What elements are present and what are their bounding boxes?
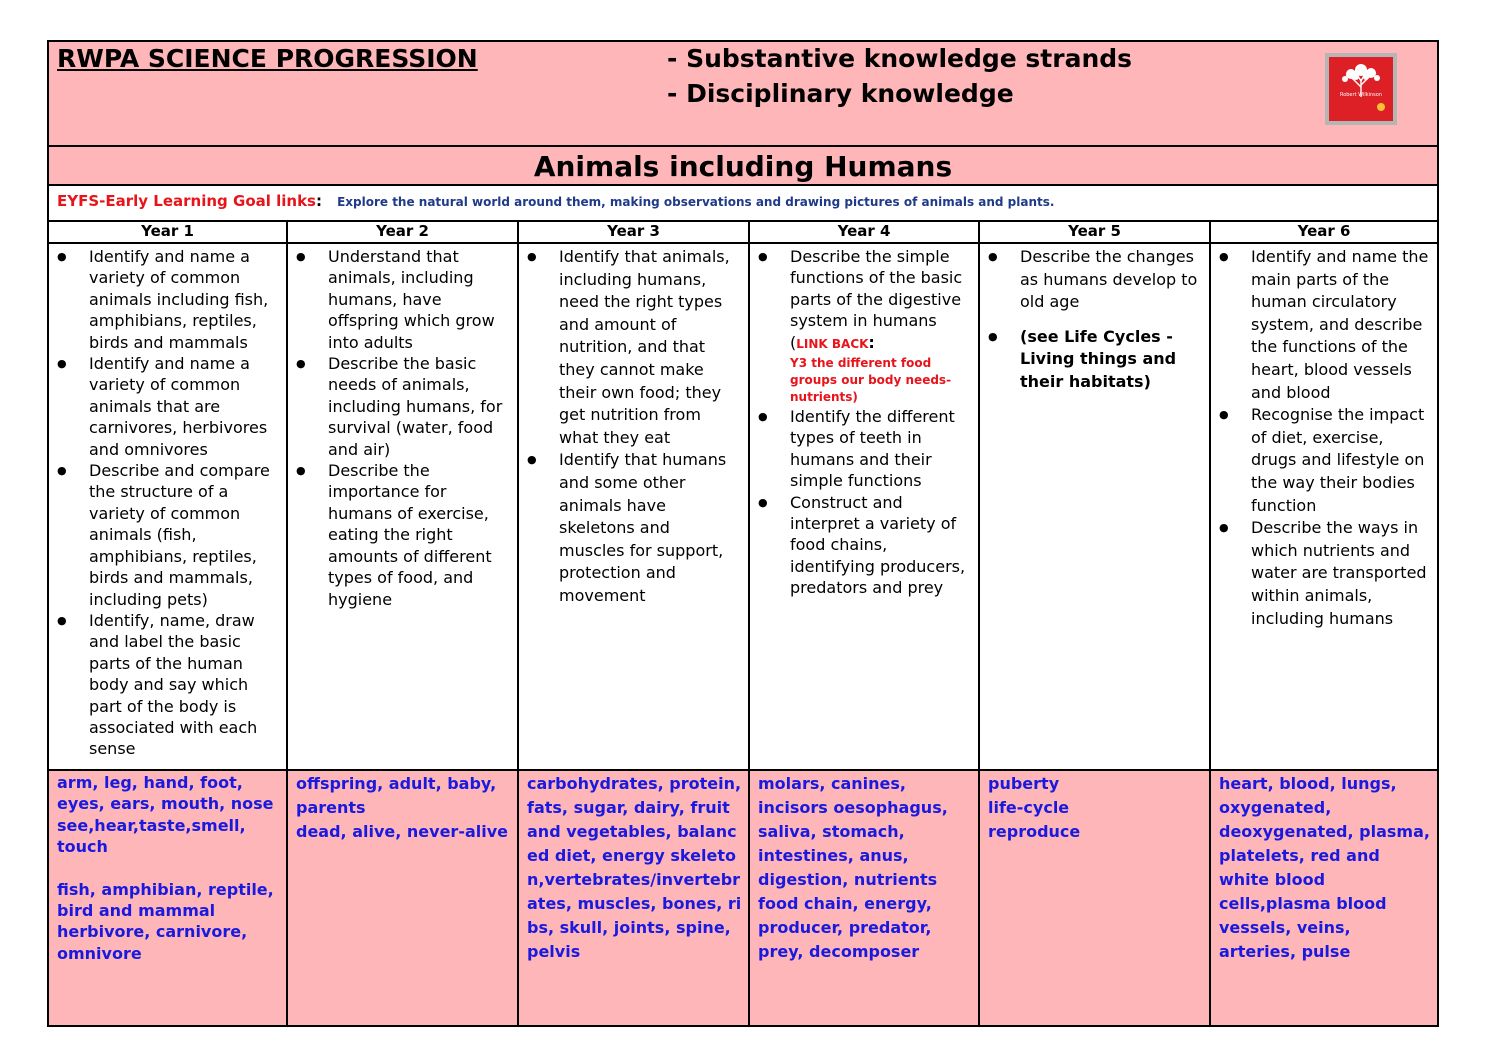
objective-item: ● Describe the ways in which nutrients and water are transported within animals, including humans bbox=[1219, 517, 1431, 630]
year-3-header: Year 3 bbox=[518, 222, 749, 243]
vocab-item: puberty bbox=[988, 774, 1060, 793]
page-title: RWPA SCIENCE PROGRESSION bbox=[57, 44, 478, 73]
objective-item: ● Identify and name a variety of common animals that are carnivores, herbivores and omnivores bbox=[57, 353, 280, 460]
year-1-objectives bbox=[49, 243, 287, 770]
link-back-label: LINK BACK bbox=[796, 336, 869, 351]
link-back-note: Y3 the different food groups our body needs-nutrients) bbox=[790, 356, 952, 405]
objective-item: ● Describe the changes as humans develop to old age bbox=[988, 246, 1203, 314]
objective-item: ● Recognise the impact of diet, exercise, drugs and lifestyle on the way their bodies function bbox=[1219, 404, 1431, 517]
topic-title: Animals including Humans bbox=[49, 147, 1437, 186]
vocab-item: life-cycle bbox=[988, 798, 1070, 817]
vocab-group: offspring, adult, baby, parents bbox=[296, 774, 497, 817]
year-2-objectives bbox=[287, 243, 518, 770]
year-1-vocabulary bbox=[49, 770, 287, 1025]
year-5-header: Year 5 bbox=[979, 222, 1210, 243]
vocab-group: molars, canines, incisors oesophagus, saliva, stomach, intestines, anus, digestion, nutrients bbox=[758, 774, 948, 889]
year-1-header: Year 1 bbox=[49, 222, 287, 243]
year-2-vocabulary bbox=[287, 770, 518, 1025]
objective-item: ● Identify that animals, including humans, need the right types and amount of nutrition, and that they cannot make their own food; they get nutrition from what they eat bbox=[527, 246, 734, 449]
objective-item: ● Identify, name, draw and label the basic parts of the human body and say which part of the body is associated with each sense bbox=[57, 610, 280, 760]
year-4-objectives bbox=[749, 243, 979, 770]
vocabulary-row bbox=[49, 770, 1437, 1025]
year-6-header: Year 6 bbox=[1210, 222, 1437, 243]
objective-item: ● Describe the basic needs of animals, including humans, for survival (water, food and air) bbox=[296, 353, 511, 460]
year-2-header: Year 2 bbox=[287, 222, 518, 243]
eyfs-label: EYFS-Early Learning Goal links bbox=[57, 192, 316, 210]
objective-item: ● Construct and interpret a variety of food chains, identifying producers, predators and prey bbox=[758, 492, 972, 599]
strand-substantive: - Substantive knowledge strands bbox=[667, 44, 1133, 73]
objective-item: ● Describe and compare the structure of a variety of common animals (fish, amphibians, reptiles, birds and mammals, including pets) bbox=[57, 460, 280, 610]
eyfs-links: EYFS-Early Learning Goal links: Explore the natural world around them, making observations and drawing pictures of animals and plants. bbox=[49, 186, 1437, 222]
vocab-group: heart, blood, lungs, oxygenated, deoxygenated, plasma, platelets, red and white blood cells,plasma blood vessels, veins, arteries, pulse bbox=[1219, 774, 1430, 961]
vocab-group: dead, alive, never-alive bbox=[296, 822, 508, 841]
strand-disciplinary: - Disciplinary knowledge bbox=[667, 79, 1014, 108]
year-4-vocabulary bbox=[749, 770, 979, 1025]
year-3-objectives bbox=[518, 243, 749, 770]
objective-item: ● Describe the simple functions of the basic parts of the digestive system in humans (LINK BACK: Y3 the different food groups our body needs-nutrients) bbox=[758, 246, 972, 406]
objectives-row bbox=[49, 243, 1437, 770]
year-6-vocabulary bbox=[1210, 770, 1437, 1025]
vocab-group: arm, leg, hand, foot, eyes, ears, mouth, nose see,hear,taste,smell, touch bbox=[57, 773, 274, 857]
objective-item: ● Understand that animals, including humans, have offspring which grow into adults bbox=[296, 246, 511, 353]
tree-icon: Robert Wilkinson bbox=[1329, 57, 1393, 121]
year-4-header: Year 4 bbox=[749, 222, 979, 243]
vocab-group: food chain, energy, producer, predator, prey, decomposer bbox=[758, 894, 932, 961]
eyfs-text: Explore the natural world around them, making observations and drawing pictures of animals and plants. bbox=[337, 195, 1055, 209]
objective-item: ● Describe the importance for humans of exercise, eating the right amounts of different types of food, and hygiene bbox=[296, 460, 511, 610]
progression-sheet bbox=[47, 40, 1439, 1027]
objective-item: ● Identify that humans and some other animals have skeletons and muscles for support, protection and movement bbox=[527, 449, 734, 607]
progression-table bbox=[49, 222, 1437, 1025]
objective-item: ● Identify and name a variety of common animals including fish, amphibians, reptiles, birds and mammals bbox=[57, 246, 280, 353]
objective-item: ● Identify and name the main parts of the human circulatory system, and describe the functions of the heart, blood vessels and blood bbox=[1219, 246, 1431, 404]
school-logo bbox=[1325, 53, 1397, 125]
objective-item: ● (see Life Cycles - Living things and their habitats) bbox=[988, 326, 1203, 394]
year-3-vocabulary bbox=[518, 770, 749, 1025]
year-header-row bbox=[49, 222, 1437, 243]
objective-item: ● Identify the different types of teeth in humans and their simple functions bbox=[758, 406, 972, 492]
year-6-objectives bbox=[1210, 243, 1437, 770]
header-band bbox=[49, 42, 1437, 147]
vocab-item: reproduce bbox=[988, 822, 1081, 841]
vocab-group: carbohydrates, protein, fats, sugar, dairy, fruit and vegetables, balanced diet, energy skeleton,vertebrates/invertebrates, muscles, bones, ribs, skull, joints, spine, pelvis bbox=[527, 774, 742, 961]
year-5-vocabulary bbox=[979, 770, 1210, 1025]
vocab-group: fish, amphibian, reptile, bird and mammal herbivore, carnivore, omnivore bbox=[57, 879, 274, 963]
year-5-objectives bbox=[979, 243, 1210, 770]
